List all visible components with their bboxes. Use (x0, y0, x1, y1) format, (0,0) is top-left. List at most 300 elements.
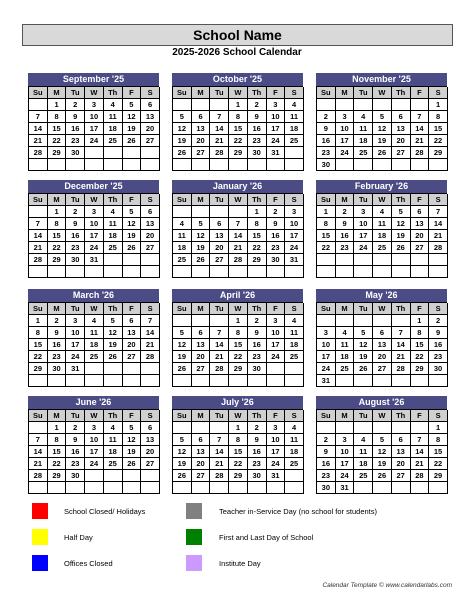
day-cell: 14 (29, 123, 48, 135)
weekday-header: Th (248, 410, 267, 422)
day-cell: 18 (85, 339, 104, 351)
day-cell: 26 (173, 363, 192, 375)
day-cell: 24 (85, 458, 104, 470)
day-cell: 19 (192, 242, 211, 254)
day-cell: 10 (66, 327, 85, 339)
day-cell (48, 482, 67, 494)
day-cell: 9 (66, 434, 85, 446)
day-cell: 27 (192, 363, 211, 375)
month-block (172, 180, 303, 278)
weekday-header: Th (104, 410, 123, 422)
legend-swatch-purple (186, 555, 202, 571)
day-cell: 28 (29, 470, 48, 482)
month-block (316, 396, 447, 494)
day-cell: 2 (248, 315, 267, 327)
day-cell: 9 (267, 218, 286, 230)
day-cell: 28 (411, 470, 430, 482)
month-grid (316, 86, 447, 171)
day-cell (392, 375, 411, 387)
day-cell: 4 (85, 315, 104, 327)
weekday-header: F (411, 303, 430, 315)
day-cell: 5 (173, 327, 192, 339)
day-cell (141, 266, 160, 278)
day-cell: 4 (354, 434, 373, 446)
day-cell: 28 (29, 147, 48, 159)
day-cell (210, 266, 229, 278)
day-cell: 3 (285, 206, 304, 218)
weekday-header: Th (392, 410, 411, 422)
month-grid (28, 302, 159, 387)
day-cell: 18 (336, 351, 355, 363)
day-cell: 6 (373, 327, 392, 339)
day-cell: 7 (29, 434, 48, 446)
day-cell: 27 (141, 242, 160, 254)
day-cell: 19 (392, 230, 411, 242)
day-cell (85, 470, 104, 482)
day-cell: 17 (66, 339, 85, 351)
day-cell: 13 (123, 327, 142, 339)
day-cell: 2 (66, 99, 85, 111)
day-cell: 31 (85, 254, 104, 266)
day-cell (29, 375, 48, 387)
day-cell: 16 (66, 230, 85, 242)
day-cell: 17 (336, 135, 355, 147)
legend-label: Teacher in-Service Day (no school for students) (219, 507, 377, 516)
day-cell: 23 (267, 242, 286, 254)
day-cell (317, 315, 336, 327)
day-cell: 24 (354, 242, 373, 254)
day-cell (192, 422, 211, 434)
day-cell (123, 375, 142, 387)
weekday-header: W (85, 303, 104, 315)
day-cell: 30 (248, 470, 267, 482)
day-cell (104, 375, 123, 387)
day-cell: 12 (373, 446, 392, 458)
footer-credit: Calendar Template © www.calendarlabs.com (322, 582, 452, 589)
day-cell: 24 (317, 363, 336, 375)
day-cell: 7 (210, 434, 229, 446)
weekday-header: W (229, 303, 248, 315)
day-cell (373, 159, 392, 171)
day-cell: 17 (317, 351, 336, 363)
day-cell (392, 482, 411, 494)
day-cell: 30 (66, 147, 85, 159)
day-cell: 8 (429, 434, 448, 446)
day-cell: 25 (285, 351, 304, 363)
day-cell: 24 (336, 470, 355, 482)
day-cell (411, 99, 430, 111)
day-cell: 13 (192, 446, 211, 458)
day-cell (141, 254, 160, 266)
day-cell: 15 (411, 339, 430, 351)
legend-label: Half Day (64, 533, 93, 542)
day-cell: 28 (229, 254, 248, 266)
day-cell: 9 (248, 111, 267, 123)
day-cell: 14 (229, 230, 248, 242)
day-cell: 15 (229, 446, 248, 458)
day-cell (392, 266, 411, 278)
day-cell (392, 315, 411, 327)
legend-swatch-gray (186, 503, 202, 519)
day-cell: 15 (229, 339, 248, 351)
day-cell (267, 159, 286, 171)
day-cell: 18 (173, 242, 192, 254)
day-cell: 26 (192, 254, 211, 266)
day-cell: 11 (104, 218, 123, 230)
day-cell: 20 (141, 230, 160, 242)
day-cell: 20 (210, 242, 229, 254)
day-cell: 6 (192, 434, 211, 446)
day-cell: 27 (141, 135, 160, 147)
day-cell: 19 (173, 135, 192, 147)
day-cell: 27 (411, 242, 430, 254)
day-cell (210, 315, 229, 327)
day-cell: 8 (429, 111, 448, 123)
weekday-header: Tu (354, 410, 373, 422)
day-cell: 9 (429, 327, 448, 339)
day-cell (123, 254, 142, 266)
day-cell: 30 (66, 470, 85, 482)
day-cell (29, 266, 48, 278)
day-cell: 6 (123, 315, 142, 327)
day-cell: 25 (373, 242, 392, 254)
weekday-header: F (267, 87, 286, 99)
day-cell: 25 (285, 458, 304, 470)
day-cell: 2 (66, 206, 85, 218)
school-name-title: School Name (22, 24, 453, 46)
day-cell: 1 (248, 206, 267, 218)
weekday-header: M (48, 410, 67, 422)
day-cell (354, 254, 373, 266)
day-cell: 13 (411, 218, 430, 230)
day-cell: 10 (85, 434, 104, 446)
day-cell: 6 (192, 327, 211, 339)
weekday-header: S (429, 303, 448, 315)
day-cell: 16 (429, 339, 448, 351)
day-cell: 4 (104, 422, 123, 434)
day-cell: 2 (336, 206, 355, 218)
day-cell: 20 (192, 135, 211, 147)
month-header: March '26 (28, 289, 159, 302)
day-cell: 8 (48, 434, 67, 446)
day-cell (210, 159, 229, 171)
calendar-title: 2025-2026 School Calendar (172, 47, 302, 58)
month-grid (316, 302, 447, 387)
day-cell: 7 (229, 218, 248, 230)
day-cell: 11 (104, 434, 123, 446)
day-cell (248, 159, 267, 171)
day-cell: 23 (248, 458, 267, 470)
day-cell: 31 (267, 147, 286, 159)
day-cell: 20 (141, 123, 160, 135)
day-cell (85, 363, 104, 375)
day-cell: 25 (354, 470, 373, 482)
day-cell: 10 (267, 111, 286, 123)
weekday-header: Tu (66, 303, 85, 315)
day-cell: 14 (411, 123, 430, 135)
month-block (316, 73, 447, 171)
day-cell: 22 (48, 458, 67, 470)
day-cell (123, 266, 142, 278)
legend-swatch-green (186, 529, 202, 545)
day-cell: 5 (104, 315, 123, 327)
day-cell (29, 99, 48, 111)
day-cell: 21 (411, 135, 430, 147)
day-cell: 22 (248, 242, 267, 254)
day-cell (373, 266, 392, 278)
day-cell (173, 315, 192, 327)
day-cell: 4 (336, 327, 355, 339)
day-cell: 4 (173, 218, 192, 230)
day-cell: 1 (48, 206, 67, 218)
day-cell: 3 (85, 206, 104, 218)
weekday-header: Th (104, 87, 123, 99)
day-cell: 16 (267, 230, 286, 242)
legend-label: Institute Day (219, 559, 261, 568)
day-cell (411, 375, 430, 387)
day-cell: 6 (210, 218, 229, 230)
day-cell: 21 (29, 458, 48, 470)
weekday-header: S (429, 87, 448, 99)
day-cell: 12 (123, 434, 142, 446)
day-cell (48, 375, 67, 387)
day-cell: 4 (354, 111, 373, 123)
month-header: August '26 (316, 396, 447, 409)
day-cell: 18 (104, 123, 123, 135)
month-header: April '26 (172, 289, 303, 302)
day-cell (104, 363, 123, 375)
day-cell: 10 (85, 218, 104, 230)
day-cell: 15 (48, 230, 67, 242)
day-cell: 5 (123, 422, 142, 434)
day-cell (66, 159, 85, 171)
day-cell: 20 (192, 458, 211, 470)
day-cell: 5 (123, 99, 142, 111)
day-cell: 21 (210, 458, 229, 470)
day-cell (173, 375, 192, 387)
day-cell: 1 (48, 99, 67, 111)
day-cell (411, 254, 430, 266)
weekday-header: M (336, 87, 355, 99)
month-header: December '25 (28, 180, 159, 193)
weekday-header: Su (173, 194, 192, 206)
day-cell: 19 (123, 123, 142, 135)
month-header: September '25 (28, 73, 159, 86)
weekday-header: F (123, 303, 142, 315)
day-cell (173, 266, 192, 278)
day-cell: 22 (411, 351, 430, 363)
day-cell (411, 159, 430, 171)
day-cell (354, 99, 373, 111)
weekday-header: Tu (210, 410, 229, 422)
day-cell: 7 (411, 434, 430, 446)
day-cell: 10 (285, 218, 304, 230)
day-cell: 18 (104, 230, 123, 242)
day-cell (317, 254, 336, 266)
weekday-header: Su (317, 194, 336, 206)
day-cell: 4 (285, 99, 304, 111)
day-cell: 27 (192, 470, 211, 482)
day-cell: 29 (48, 254, 67, 266)
day-cell: 14 (411, 446, 430, 458)
day-cell: 24 (85, 242, 104, 254)
day-cell: 22 (317, 242, 336, 254)
day-cell (354, 315, 373, 327)
day-cell: 14 (210, 123, 229, 135)
day-cell (373, 422, 392, 434)
day-cell: 27 (123, 351, 142, 363)
day-cell: 29 (229, 363, 248, 375)
day-cell: 14 (429, 218, 448, 230)
day-cell: 3 (336, 111, 355, 123)
day-cell (429, 254, 448, 266)
day-cell: 20 (192, 351, 211, 363)
day-cell: 2 (267, 206, 286, 218)
day-cell (429, 266, 448, 278)
day-cell: 29 (429, 470, 448, 482)
day-cell: 27 (392, 470, 411, 482)
day-cell: 22 (229, 458, 248, 470)
day-cell: 16 (336, 230, 355, 242)
day-cell (229, 266, 248, 278)
legend-label: School Closed/ Holidays (64, 507, 146, 516)
day-cell (123, 159, 142, 171)
day-cell: 13 (210, 230, 229, 242)
day-cell: 17 (267, 123, 286, 135)
weekday-header: M (336, 410, 355, 422)
day-cell: 30 (248, 363, 267, 375)
day-cell: 23 (48, 351, 67, 363)
day-cell: 22 (48, 135, 67, 147)
day-cell: 8 (229, 111, 248, 123)
weekday-header: S (429, 194, 448, 206)
weekday-header: M (48, 303, 67, 315)
day-cell: 29 (48, 147, 67, 159)
day-cell: 15 (429, 446, 448, 458)
weekday-header: Th (248, 87, 267, 99)
day-cell: 25 (85, 351, 104, 363)
day-cell (85, 159, 104, 171)
day-cell: 23 (66, 458, 85, 470)
day-cell: 28 (210, 147, 229, 159)
weekday-header: F (267, 410, 286, 422)
day-cell (29, 206, 48, 218)
day-cell: 18 (104, 446, 123, 458)
day-cell: 26 (123, 135, 142, 147)
weekday-header: Th (392, 194, 411, 206)
day-cell (123, 363, 142, 375)
day-cell (123, 470, 142, 482)
day-cell: 20 (123, 339, 142, 351)
day-cell (373, 99, 392, 111)
day-cell: 14 (29, 230, 48, 242)
day-cell: 27 (392, 147, 411, 159)
weekday-header: S (141, 303, 160, 315)
day-cell: 6 (392, 434, 411, 446)
day-cell: 30 (248, 147, 267, 159)
day-cell (392, 159, 411, 171)
day-cell: 31 (267, 470, 286, 482)
weekday-header: Su (29, 87, 48, 99)
day-cell: 13 (141, 434, 160, 446)
day-cell: 5 (373, 111, 392, 123)
day-cell (192, 266, 211, 278)
weekday-header: W (85, 194, 104, 206)
day-cell: 17 (85, 230, 104, 242)
day-cell (141, 159, 160, 171)
day-cell: 19 (373, 135, 392, 147)
day-cell (392, 422, 411, 434)
day-cell: 16 (317, 135, 336, 147)
day-cell: 11 (354, 123, 373, 135)
day-cell: 6 (141, 99, 160, 111)
day-cell (104, 147, 123, 159)
day-cell: 19 (123, 230, 142, 242)
day-cell: 10 (267, 327, 286, 339)
day-cell: 23 (248, 351, 267, 363)
weekday-header: Tu (354, 87, 373, 99)
day-cell: 24 (66, 351, 85, 363)
legend-swatch-yellow (32, 529, 48, 545)
day-cell (267, 482, 286, 494)
weekday-header: Su (29, 194, 48, 206)
day-cell: 22 (229, 351, 248, 363)
day-cell: 11 (354, 446, 373, 458)
weekday-header: Th (392, 303, 411, 315)
day-cell (354, 375, 373, 387)
weekday-header: M (192, 87, 211, 99)
weekday-header: S (141, 410, 160, 422)
day-cell: 11 (336, 339, 355, 351)
weekday-header: Tu (210, 194, 229, 206)
day-cell: 2 (248, 99, 267, 111)
day-cell: 2 (66, 422, 85, 434)
day-cell: 6 (392, 111, 411, 123)
day-cell: 28 (429, 242, 448, 254)
day-cell: 26 (373, 470, 392, 482)
day-cell: 1 (317, 206, 336, 218)
day-cell (429, 482, 448, 494)
legend-label: Offices Closed (64, 559, 113, 568)
weekday-header: M (192, 410, 211, 422)
weekday-header: M (336, 194, 355, 206)
day-cell (85, 266, 104, 278)
day-cell: 11 (85, 327, 104, 339)
day-cell: 1 (429, 99, 448, 111)
day-cell: 3 (85, 99, 104, 111)
day-cell: 23 (248, 135, 267, 147)
day-cell (411, 266, 430, 278)
weekday-header: M (192, 194, 211, 206)
day-cell (429, 159, 448, 171)
day-cell: 23 (66, 135, 85, 147)
day-cell: 6 (141, 206, 160, 218)
day-cell: 5 (173, 111, 192, 123)
day-cell: 24 (267, 135, 286, 147)
weekday-header: W (85, 410, 104, 422)
day-cell: 30 (66, 254, 85, 266)
day-cell: 13 (192, 339, 211, 351)
weekday-header: Tu (210, 87, 229, 99)
day-cell: 11 (173, 230, 192, 242)
day-cell (210, 375, 229, 387)
day-cell: 12 (354, 339, 373, 351)
weekday-header: Su (317, 87, 336, 99)
day-cell: 16 (317, 458, 336, 470)
weekday-header: Su (29, 303, 48, 315)
weekday-header: Tu (354, 303, 373, 315)
weekday-header: F (123, 87, 142, 99)
